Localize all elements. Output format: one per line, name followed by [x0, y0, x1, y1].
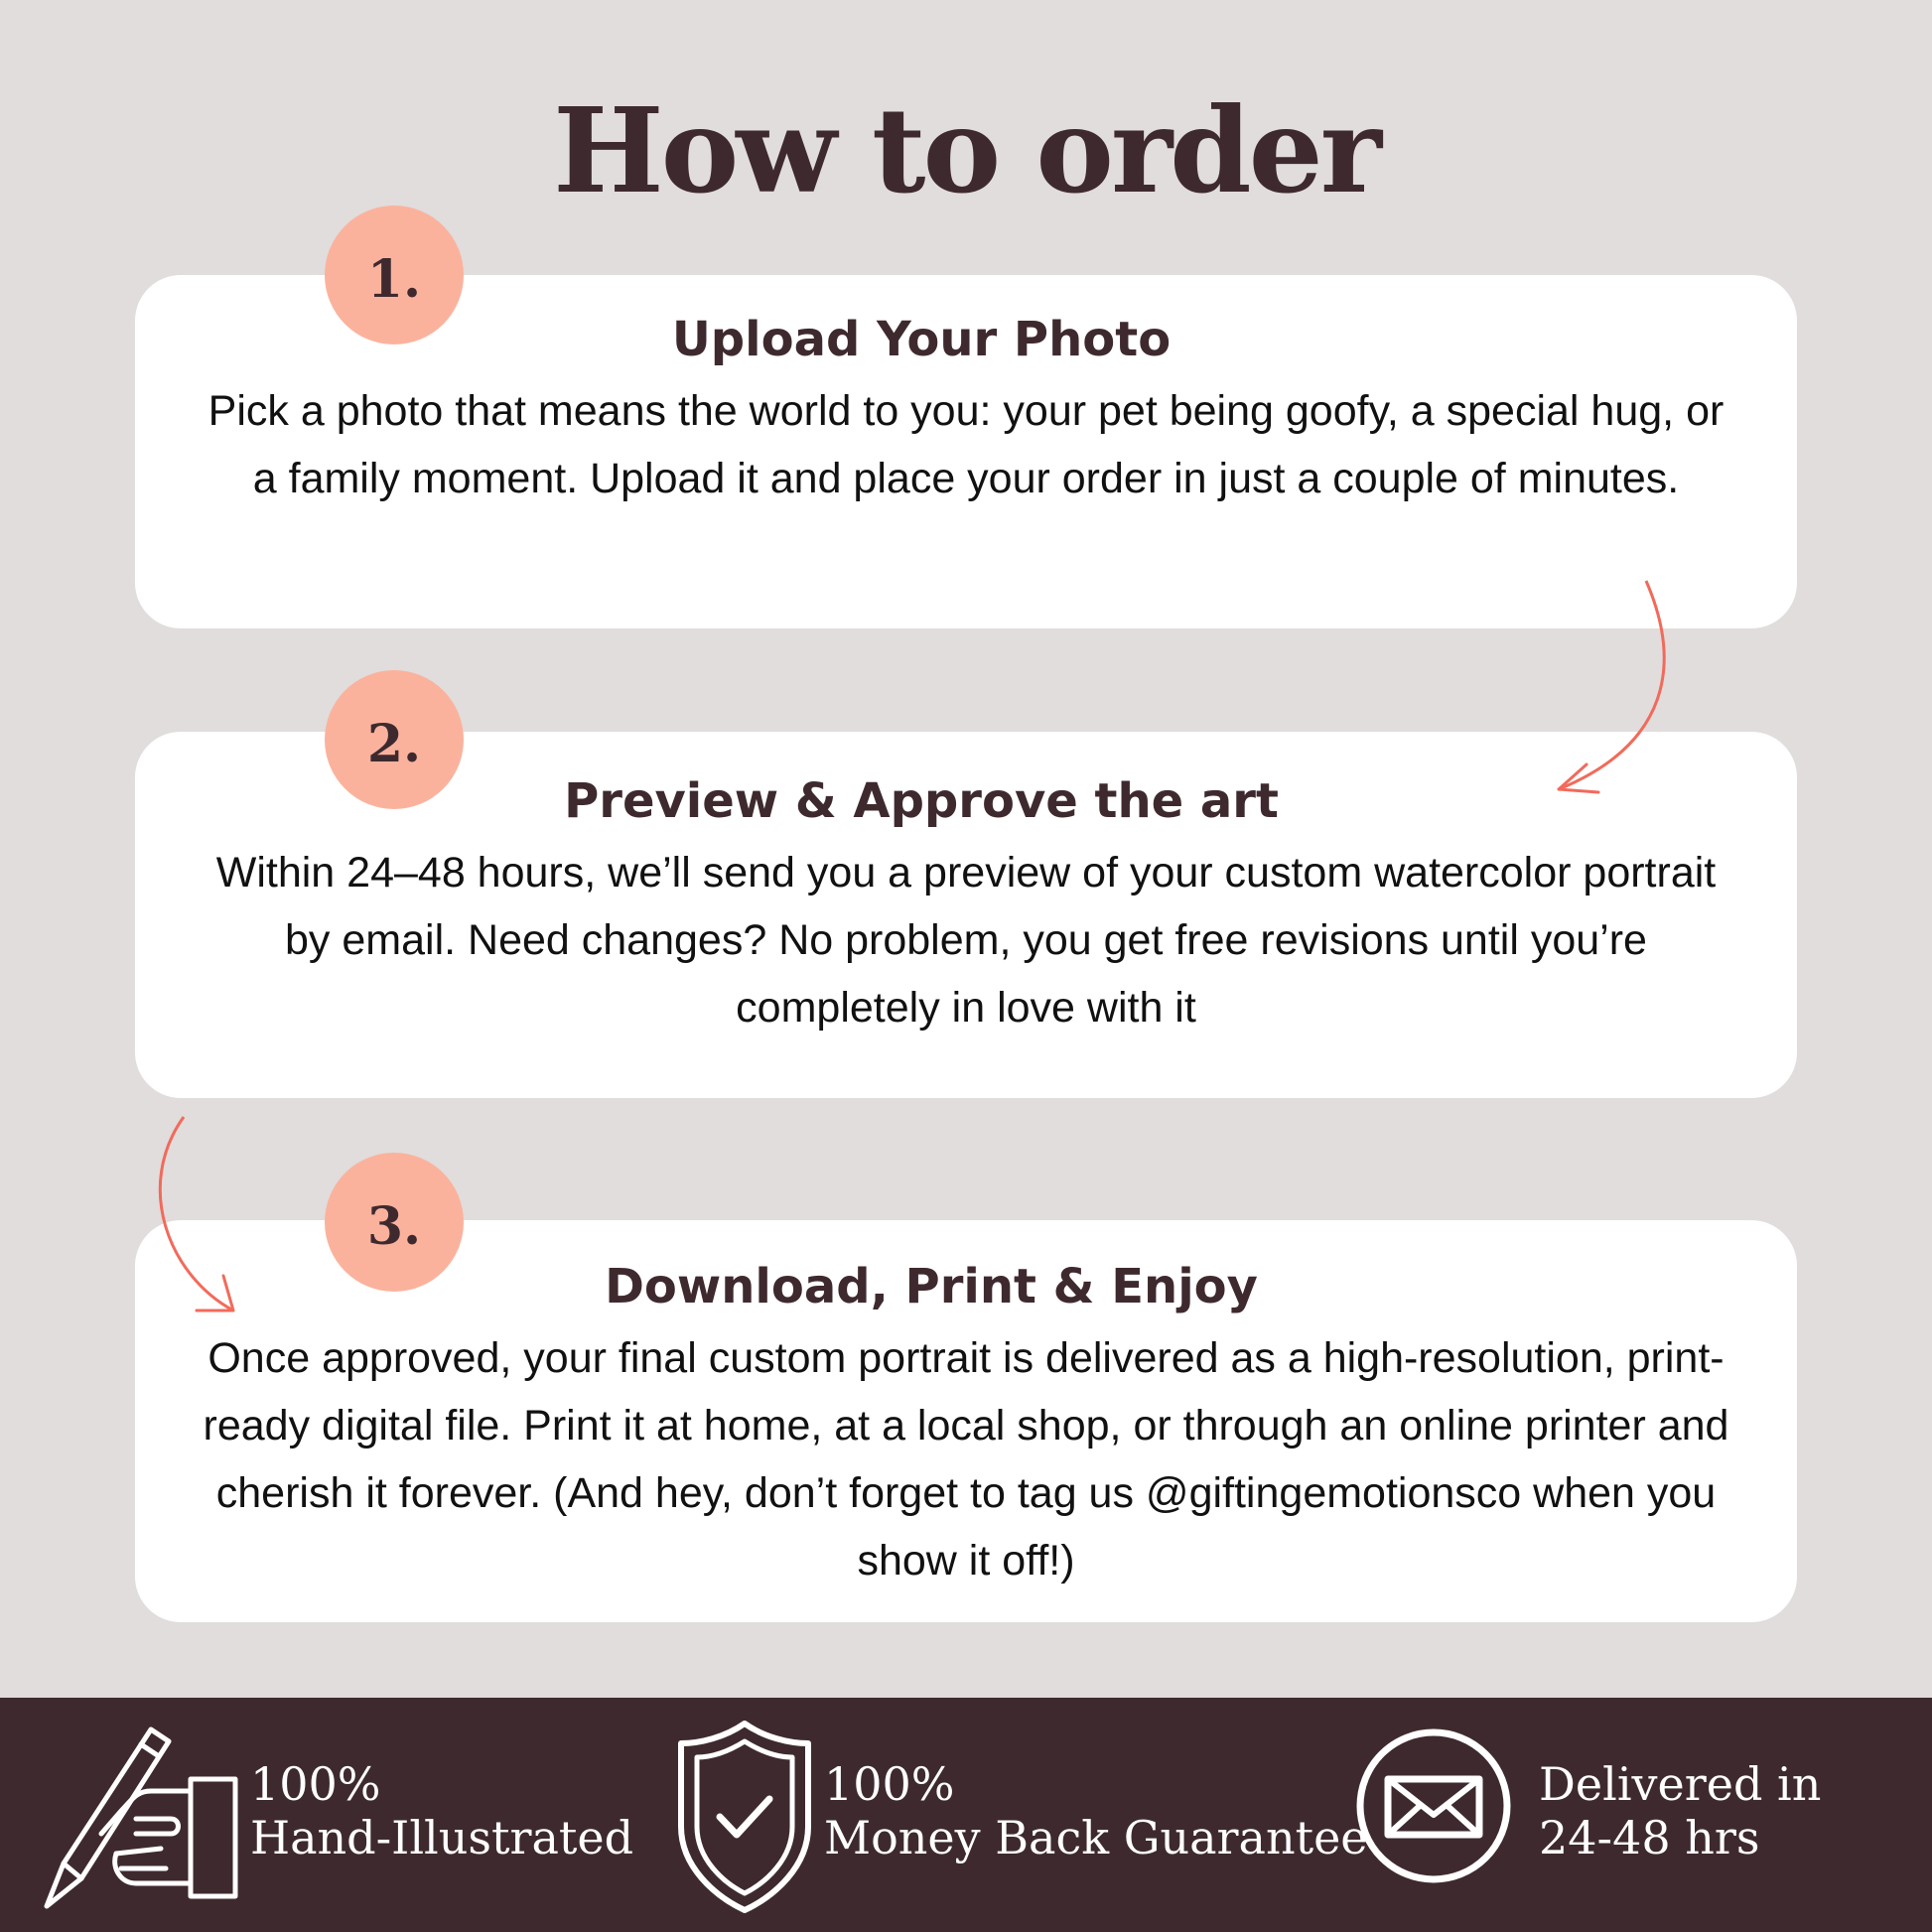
feature-line: Hand-Illustrated: [250, 1811, 634, 1864]
step-number-badge: 2.: [325, 670, 464, 809]
feature-text-delivery: [1539, 1757, 1821, 1864]
feature-text-hand-illustrated: [250, 1757, 633, 1864]
feature-text-money-back: [824, 1757, 1368, 1864]
step-heading: Download, Print & Enjoy: [605, 1259, 1258, 1314]
page-title: How to order: [553, 81, 1379, 219]
shield-check-icon: [675, 1718, 814, 1916]
step-heading: Preview & Approve the art: [564, 773, 1279, 829]
hand-pencil-icon: [42, 1720, 240, 1918]
feature-line: Delivered in: [1539, 1757, 1822, 1811]
feature-line: 100%: [250, 1757, 381, 1811]
features-footer: [0, 1698, 1932, 1932]
step-description: Pick a photo that means the world to you: your pet being goofy, a special hug, or a family moment. Upload it and place your order in just a couple of minutes.: [207, 387, 1725, 502]
feature-line: 24-48 hrs: [1539, 1811, 1760, 1864]
step-description: Within 24–48 hours, we’ll send you a preview of your custom watercolor portrait by email. Need changes? No problem, you get free revisions until you’re completely in love with it: [215, 849, 1717, 1032]
feature-line: 100%: [824, 1757, 955, 1811]
step-heading: Upload Your Photo: [671, 312, 1172, 367]
curved-arrow-icon: [129, 1107, 258, 1325]
step-number-badge: 1.: [325, 206, 464, 345]
envelope-icon: [1355, 1727, 1512, 1884]
curved-arrow-icon: [1529, 566, 1688, 804]
step-description: Once approved, your final custom portrait is delivered as a high-resolution, print-ready digital file. Print it at home, at a local shop, or through an online printer and cherish it forever. (And hey, don’t forget to tag us @giftingemotionsco when you show it off!): [203, 1334, 1729, 1585]
step-number-badge: 3.: [325, 1153, 464, 1292]
feature-line: Money Back Guarantee: [824, 1811, 1368, 1864]
